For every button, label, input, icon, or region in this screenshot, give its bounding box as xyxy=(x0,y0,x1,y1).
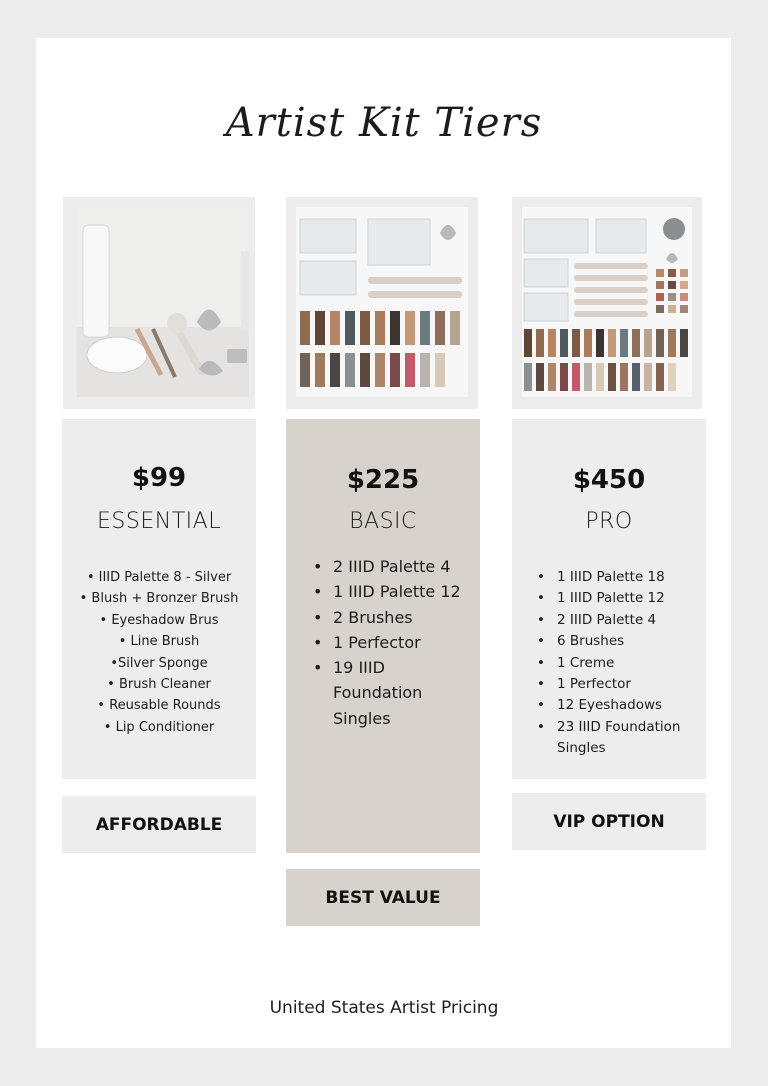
pro-kit-image xyxy=(522,207,692,397)
list-item: • 1 Perfector xyxy=(313,630,473,655)
list-item: • 1 IIID Palette 12 xyxy=(537,588,697,609)
list-item: • 1 IIID Palette 18 xyxy=(537,567,697,588)
list-item: •Silver Sponge xyxy=(110,655,208,671)
list-item: • Line Brush xyxy=(118,634,200,650)
list-item: • 19 IIID Foundation Singles xyxy=(313,655,473,731)
essential-price: $99 xyxy=(131,463,187,493)
pro-items-list xyxy=(537,567,697,760)
basic-kit-photo xyxy=(286,197,478,409)
list-item: • 1 IIID Palette 12 xyxy=(313,579,473,604)
pro-kit-photo xyxy=(512,197,702,409)
best-value-tag: BEST VALUE xyxy=(286,869,480,926)
essential-kit-photo xyxy=(63,197,255,409)
basic-tier-name: BASIC xyxy=(349,509,417,534)
list-item: • 2 IIID Palette 4 xyxy=(313,554,473,579)
basic-price: $225 xyxy=(346,465,420,495)
list-item: • 2 Brushes xyxy=(313,605,473,630)
list-item: • 6 Brushes xyxy=(537,631,697,652)
list-item: • 23 IIID Foundation Singles xyxy=(537,717,697,760)
list-item: • Brush Cleaner xyxy=(107,677,211,693)
list-item: • 12 Eyeshadows xyxy=(537,695,697,716)
list-item: • 1 Creme xyxy=(537,653,697,674)
footer-note: United States Artist Pricing xyxy=(269,998,499,1018)
list-item: • Eyeshadow Brus xyxy=(99,612,219,628)
basic-kit-image xyxy=(296,207,468,397)
list-item: • 1 Perfector xyxy=(537,674,697,695)
list-item: • Blush + Bronzer Brush xyxy=(79,591,239,607)
page-title: Artist Kit Tiers xyxy=(225,100,543,146)
basic-items-list xyxy=(313,554,473,731)
list-item: • Lip Conditioner xyxy=(103,719,215,735)
list-item: • 2 IIID Palette 4 xyxy=(537,610,697,631)
essential-items-list xyxy=(62,567,256,738)
affordable-tag: AFFORDABLE xyxy=(62,796,256,853)
essential-tier-card xyxy=(62,419,256,779)
vip-option-tag: VIP OPTION xyxy=(512,793,706,850)
list-item: • Reusable Rounds xyxy=(97,698,221,714)
pro-price: $450 xyxy=(572,465,646,495)
pro-tier-name: PRO xyxy=(585,509,633,534)
list-item: • IIID Palette 8 - Silver xyxy=(86,570,232,585)
essential-tier-name: ESSENTIAL xyxy=(97,509,221,534)
essential-kit-image xyxy=(77,207,249,397)
